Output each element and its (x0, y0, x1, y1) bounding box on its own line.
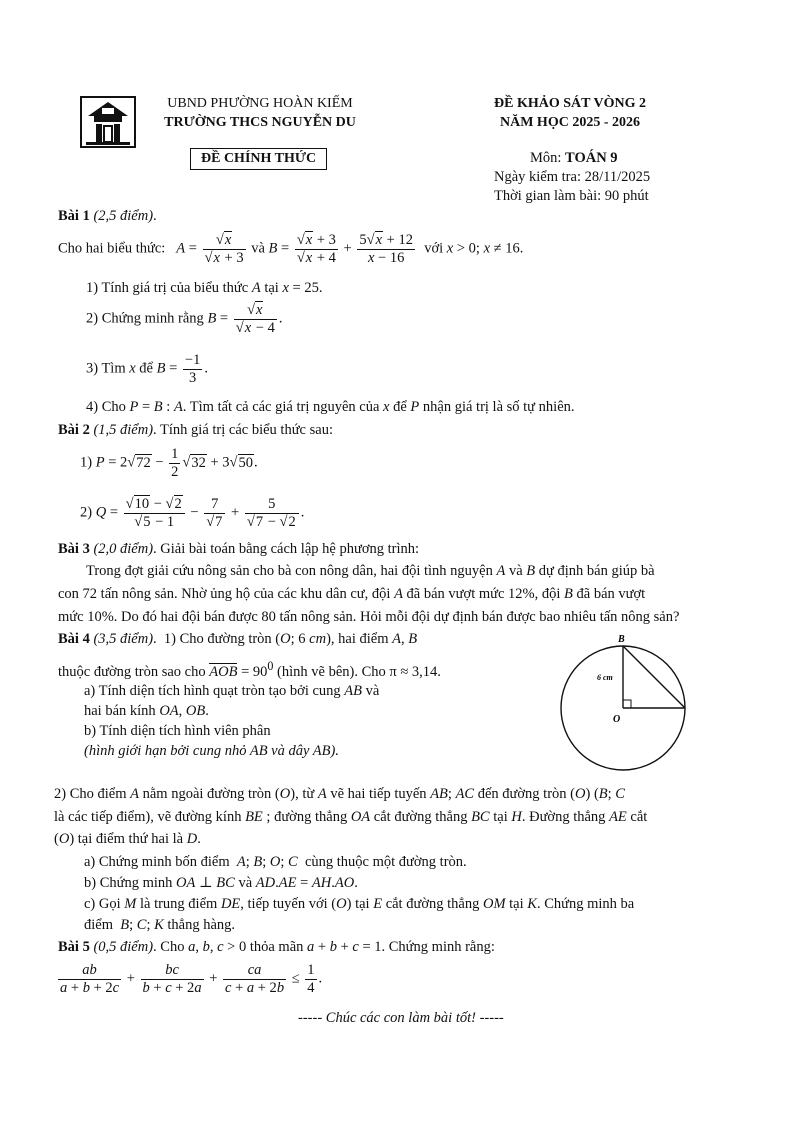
problem-1-part-4: 4) Cho P = B : A. Tìm tất cả các giá trị nguyên của x để P nhận giá trị là số tự nhiên. (86, 399, 575, 415)
problem-4-part-2c: c) Gọi M là trung điểm DE, tiếp tuyến với (O) tại E cắt đường thẳng OM tại K. Chứng minh ba (84, 896, 635, 912)
right-angle-mark (623, 700, 631, 708)
problem-3-text-line-1: Trong đợt giải cứu nông sản cho bà con nông dân, hai đội tình nguyện A và B dự định bán giúp bà (86, 563, 655, 579)
problem-5-inequality: $\frac{ab}{a + b + 2c}$ + $\frac{bc}{b + c + 2a}$ + $\frac{ca}{c + a + 2b}$ ≤ $\frac{1}{4}$ . (60, 962, 323, 996)
problem-1-heading: Bài 1 (2,5 điểm). (58, 208, 157, 224)
point-b-label: B (618, 634, 625, 645)
problem-3-heading: Bài 3 (2,0 điểm). Giải bài toán bằng cách lập hệ phương trình: (58, 541, 420, 557)
exam-date: Ngày kiểm tra: 28/11/2025 (494, 169, 651, 185)
problem-5-heading: Bài 5 (0,5 điểm). Cho a, b, c > 0 thỏa mãn a + b + c = 1. Chứng minh rằng: (58, 939, 495, 955)
problem-1-part-2: 2) Chứng minh rằng B = $\frac{√x}{√x - 4}$ . (86, 302, 283, 336)
point-o-label: O (613, 714, 621, 725)
problem-1-expressions: Cho hai biểu thức: A = $\frac{√x}{√x + 3}$ và B = $\frac{√x + 3}{√x + 4}$ + $\frac{5√x + 12}{x - 16}$ với x > 0; x ≠ 16. (58, 232, 524, 266)
problem-1-part-3: 3) Tìm x để B = $\frac{-1}{3}$ . (86, 352, 208, 386)
problem-2-part-1: 1) P = 2√72 − $\frac{1}{2}$ √32 + 3√50. (80, 446, 258, 480)
problem-2-heading: Bài 2 (1,5 điểm). Tính giá trị các biểu thức sau: (58, 422, 333, 438)
closing-message: ----- Chúc các con làm bài tốt! ----- (298, 1010, 504, 1026)
official-exam-label: ĐỀ CHÍNH THỨC (190, 148, 327, 170)
problem-4-part-2a: a) Chứng minh bốn điểm A; B; O; C cùng thuộc một đường tròn. (84, 854, 467, 870)
school-logo (80, 96, 136, 148)
problem-4-part-1a-cont: hai bán kính OA, OB. (84, 703, 209, 719)
problem-1-part-1: 1) Tính giá trị của biểu thức A tại x = 25. (86, 280, 323, 296)
school-name: TRƯỜNG THCS NGUYỄN DU (164, 115, 356, 130)
problem-4-part-1b-note: (hình giới hạn bởi cung nhỏ AB và dây AB). (84, 743, 339, 759)
problem-3-text-line-3: mức 10%. Do đó hai đội bán được 80 tấn nông sản. Hỏi mỗi đội dự định bán được bao nhiêu tấn nông sản? (58, 609, 680, 625)
problem-4-part-2-line-1: 2) Cho điểm A nằm ngoài đường tròn (O), từ A vẽ hai tiếp tuyến AB; AC đến đường tròn (O) (B; C (54, 786, 625, 802)
problem-2-part-2: 2) Q = $\frac{√10 - √2}{√5 - 1}$ − $\frac{7}{√7}$ + $\frac{5}{√7 - √2}$ . (80, 496, 305, 530)
school-year: NĂM HỌC 2025 - 2026 (500, 115, 640, 130)
exam-title: ĐỀ KHẢO SÁT VÒNG 2 (494, 96, 646, 111)
problem-3-text-line-2: con 72 tấn nông sản. Nhờ ủng hộ của các khu dân cư, đội A đã bán vượt mức 12%, đội B đã bán vượt (58, 586, 646, 602)
subject-value: TOÁN 9 (565, 150, 618, 166)
problem-4-part-2b: b) Chứng minh OA ⊥ BC và AD.AE = AH.AO. (84, 875, 358, 891)
problem-4-part-2-line-3: (O) tại điểm thứ hai là D. (54, 831, 201, 847)
problem-4-heading: Bài 4 (3,5 điểm). 1) Cho đường tròn (O; 6 cm), hai điểm A, B (58, 631, 418, 647)
subject-line (530, 150, 618, 167)
department-name: UBND PHƯỜNG HOÀN KIẾM (167, 96, 353, 111)
problem-4-part-1-line-2: thuộc đường tròn sao cho AOB = $90^0$ (hình vẽ bên). Cho π ≈ 3,14. (58, 659, 441, 680)
problem-4-part-2-line-2: là các tiếp điểm), vẽ đường kính BE ; đường thẳng OA cắt đường thẳng BC tại H. Đường thẳng AE cắt (54, 809, 648, 825)
radius-label: 6 cm (597, 673, 613, 682)
circle-figure (545, 630, 705, 790)
chord-ab (623, 646, 685, 708)
problem-4-part-1b: b) Tính diện tích hình viên phân (84, 723, 271, 739)
problem-4-part-2c-cont: điểm B; C; K thẳng hàng. (84, 917, 236, 933)
exam-duration: Thời gian làm bài: 90 phút (494, 188, 649, 204)
subject-label: Môn: (530, 150, 566, 166)
problem-4-part-1a: a) Tính diện tích hình quạt tròn tạo bởi cung AB và (84, 683, 380, 699)
